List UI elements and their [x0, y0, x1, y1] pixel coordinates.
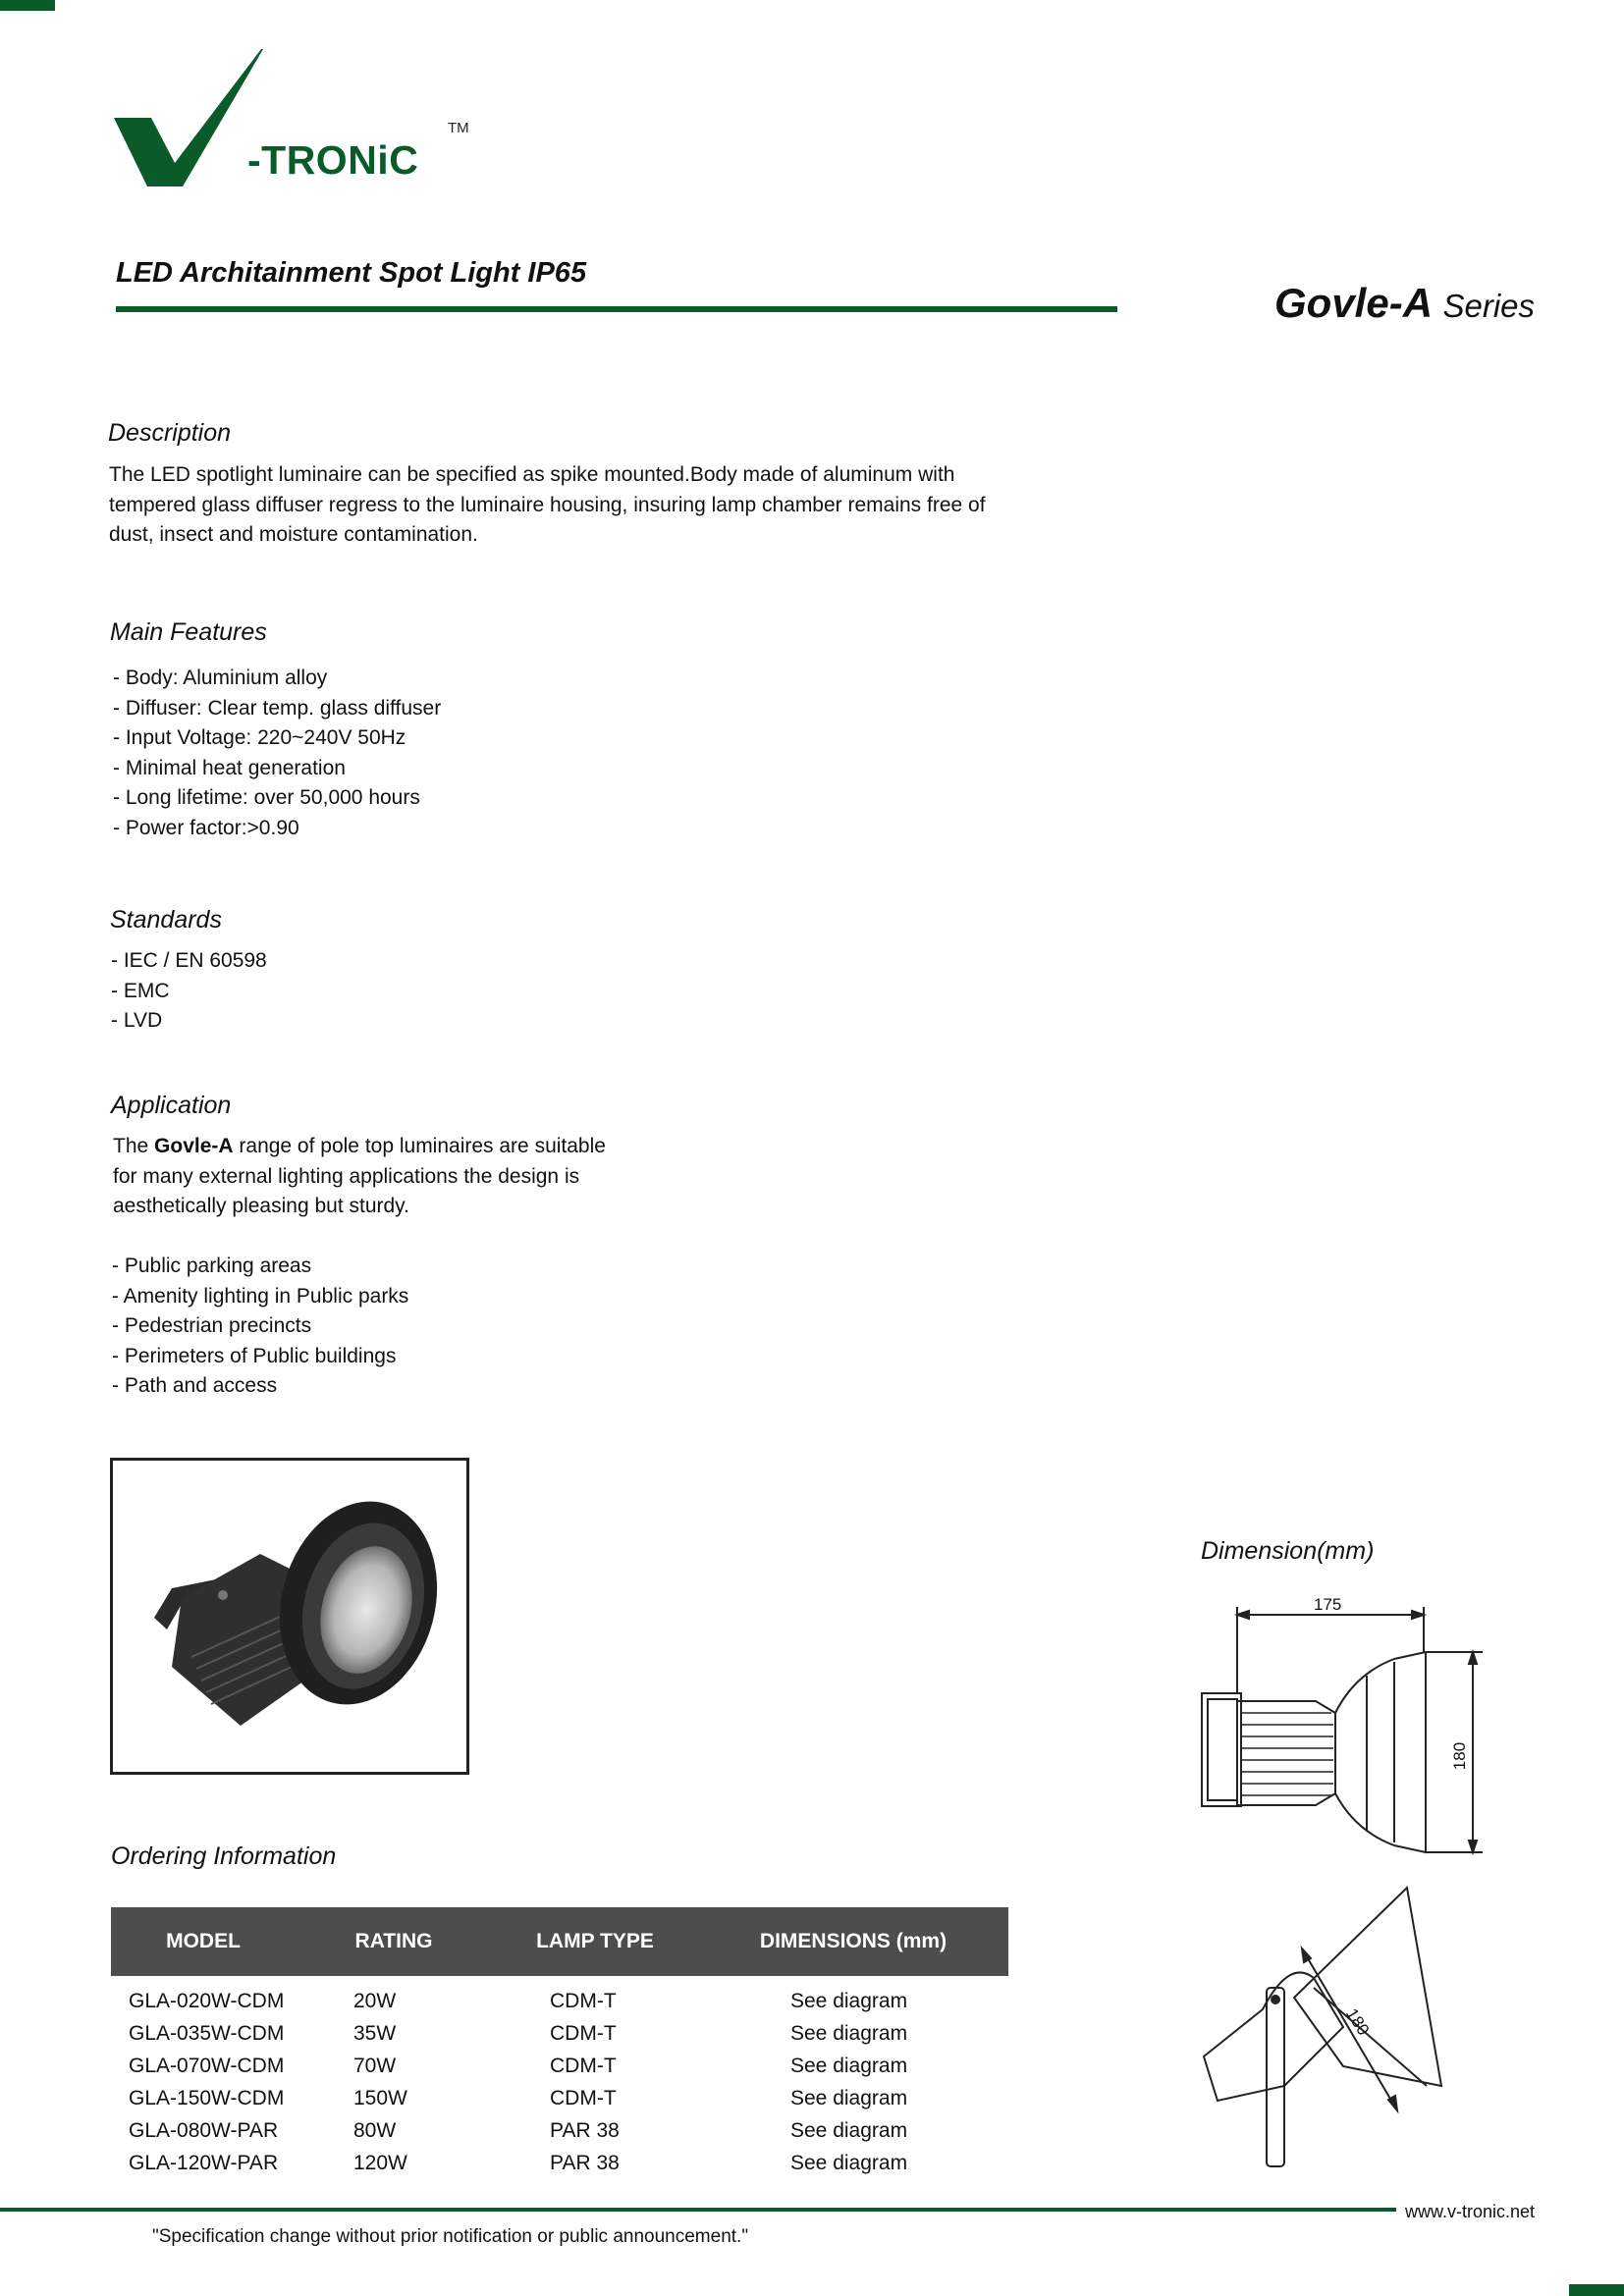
features-heading: Main Features	[110, 618, 267, 646]
cell-dimensions: See diagram	[790, 1989, 908, 2012]
dimension-angled-view	[1196, 1880, 1471, 2174]
dimension-heading: Dimension(mm)	[1201, 1537, 1375, 1565]
brand-name: -TRONiC	[247, 137, 419, 183]
cell-rating: 80W	[353, 2118, 397, 2142]
list-item: - Public parking areas	[112, 1252, 408, 1282]
cell-lamp-type: PAR 38	[550, 2151, 620, 2174]
corner-mark-bottom	[1569, 2284, 1624, 2296]
ordering-heading: Ordering Information	[111, 1842, 337, 1870]
corner-mark-top	[0, 0, 55, 11]
list-item: - LVD	[111, 1006, 267, 1037]
footer-rule	[0, 2208, 1396, 2212]
list-item: - Pedestrian precincts	[112, 1311, 408, 1342]
cell-lamp-type: PAR 38	[550, 2118, 620, 2142]
cell-lamp-type: CDM-T	[550, 2021, 617, 2045]
list-item: - Perimeters of Public buildings	[112, 1342, 408, 1372]
list-item: - Minimal heat generation	[113, 754, 441, 784]
cell-lamp-type: CDM-T	[550, 2086, 617, 2109]
ordering-table	[111, 1907, 1008, 2179]
list-item: - Long lifetime: over 50,000 hours	[113, 783, 441, 814]
dimension-side-view	[1198, 1585, 1492, 1860]
dimension-width-label: 175	[1314, 1595, 1342, 1614]
application-intro-product: Govle-A	[154, 1135, 234, 1157]
application-list	[112, 1252, 408, 1402]
cell-rating: 150W	[353, 2086, 407, 2109]
cell-dimensions: See diagram	[790, 2151, 908, 2174]
table-row	[111, 2050, 1008, 2082]
title-underline	[116, 306, 1117, 312]
column-header-dimensions: DIMENSIONS (mm)	[698, 1907, 1008, 1976]
list-item: - IEC / EN 60598	[111, 946, 267, 977]
cell-lamp-type: CDM-T	[550, 1989, 617, 2012]
list-item: - EMC	[111, 977, 267, 1007]
application-intro-suffix: range of pole top luminaires are suitable for many external lighting applications the design is aesthetically pleasing but sturdy.	[113, 1135, 606, 1217]
features-list	[113, 664, 441, 843]
page-title: LED Architainment Spot Light IP65	[116, 257, 587, 289]
column-header-model: MODEL	[111, 1907, 296, 1976]
cell-dimensions: See diagram	[790, 2086, 908, 2109]
cell-rating: 35W	[353, 2021, 397, 2045]
cell-rating: 120W	[353, 2151, 407, 2174]
application-intro-prefix: The	[113, 1135, 149, 1157]
footer-notice: "Specification change without prior notification or public announcement."	[152, 2226, 749, 2247]
cell-dimensions: See diagram	[790, 2021, 908, 2045]
cell-dimensions: See diagram	[790, 2118, 908, 2142]
cell-model: GLA-070W-CDM	[129, 2054, 285, 2077]
cell-rating: 20W	[353, 1989, 397, 2012]
list-item: - Path and access	[112, 1371, 408, 1402]
product-photo-frame	[110, 1458, 469, 1775]
cell-lamp-type: CDM-T	[550, 2054, 617, 2077]
table-row	[111, 1985, 1008, 2017]
brand-logo	[114, 47, 487, 194]
cell-dimensions: See diagram	[790, 2054, 908, 2077]
description-text: The LED spotlight luminaire can be specified as spike mounted.Body made of aluminum with tempered glass diffuser regress to the luminaire housing, insuring lamp chamber remains free of dust, insect and moisture contamination.	[109, 463, 986, 546]
brand-trademark: TM	[448, 120, 469, 136]
list-item: - Amenity lighting in Public parks	[112, 1282, 408, 1312]
description-heading: Description	[108, 419, 232, 447]
cell-model: GLA-150W-CDM	[129, 2086, 285, 2109]
footer-website[interactable]: www.v-tronic.net	[1405, 2202, 1536, 2221]
standards-list	[111, 946, 267, 1037]
list-item: - Input Voltage: 220~240V 50Hz	[113, 723, 441, 754]
list-item: - Diffuser: Clear temp. glass diffuser	[113, 694, 441, 724]
spotlight-photo	[113, 1461, 466, 1772]
standards-heading: Standards	[110, 906, 222, 934]
table-header-row	[111, 1907, 1008, 1976]
series-title	[1274, 280, 1535, 327]
dimension-diameter-label: 180	[1342, 2004, 1374, 2039]
series-name: Govle-A	[1274, 280, 1434, 326]
cell-model: GLA-035W-CDM	[129, 2021, 285, 2045]
ordering-table-body	[111, 1976, 1008, 2179]
cell-model: GLA-080W-PAR	[129, 2118, 279, 2142]
table-row	[111, 2147, 1008, 2179]
list-item: - Power factor:>0.90	[113, 814, 441, 844]
cell-rating: 70W	[353, 2054, 397, 2077]
dimension-height-label: 180	[1450, 1741, 1470, 1771]
application-heading: Application	[111, 1092, 232, 1119]
side-view-drawing	[1198, 1585, 1492, 1860]
cell-model: GLA-120W-PAR	[129, 2151, 279, 2174]
list-item: - Body: Aluminium alloy	[113, 664, 441, 694]
table-row	[111, 2017, 1008, 2050]
table-row	[111, 2114, 1008, 2147]
table-row	[111, 2082, 1008, 2114]
column-header-lamp-type: LAMP TYPE	[492, 1907, 698, 1976]
cell-model: GLA-020W-CDM	[129, 1989, 285, 2012]
angled-view-drawing	[1196, 1880, 1471, 2174]
series-suffix: Series	[1442, 288, 1536, 324]
application-intro	[113, 1132, 614, 1222]
column-header-rating: RATING	[296, 1907, 492, 1976]
